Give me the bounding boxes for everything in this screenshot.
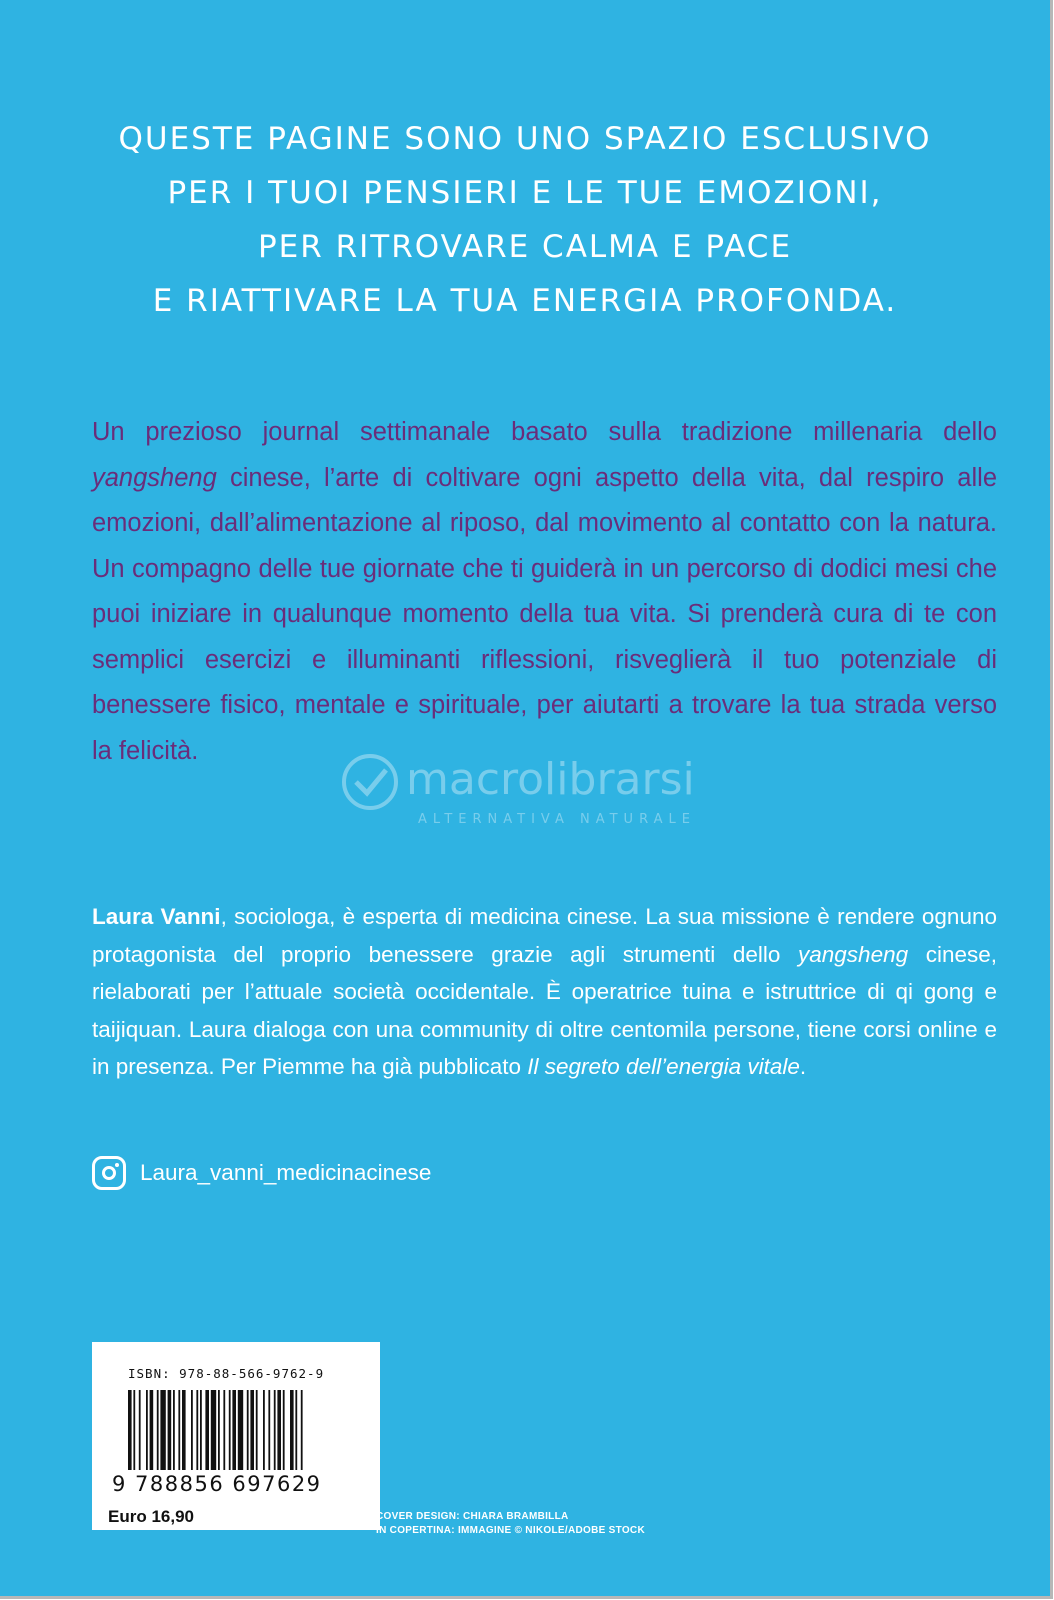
watermark-name: macrolibrarsi: [406, 754, 695, 805]
headline: [40, 112, 1010, 328]
blurb-text-2: cinese, l’arte di coltivare ogni aspetto della vita, dal respiro alle emozioni, dall’alimentazione al riposo, dal movimento al contatto con la natura. Un compagno delle tue giornate che ti guiderà in un percorso di dodici mesi che puoi iniziare in qualunque momento della tua vita. Si prenderà cura di te con semplici esercizi e illuminanti riflessioni, risveglierà il tuo potenziale di benessere fisico, mentale e spirituale, per aiutarti a trovare la tua strada verso la felicità.: [92, 463, 997, 765]
author-name: Laura Vanni: [92, 904, 221, 929]
author-bio: [92, 898, 997, 1086]
barcode-bar: [133, 1390, 135, 1470]
barcode-bar: [247, 1390, 249, 1470]
barcode-bar: [157, 1390, 159, 1470]
macrolibrarsi-logo-icon: [340, 752, 400, 812]
barcode-bar: [182, 1390, 186, 1470]
barcode-bar: [268, 1390, 270, 1470]
barcode-bar: [178, 1390, 180, 1470]
credit-line-2: IN COPERTINA: IMMAGINE © NIKOLE/ADOBE STOCK: [376, 1525, 645, 1536]
headline-line-3: PER RITROVARE CALMA E PACE: [257, 229, 793, 265]
barcode-bar: [200, 1390, 202, 1470]
price: Euro 16,90: [108, 1507, 194, 1526]
barcode-bar: [128, 1390, 132, 1470]
barcode-bar: [173, 1390, 175, 1470]
instagram-icon: [92, 1156, 126, 1190]
headline-line-2: PER I TUOI PENSIERI E LE TUE EMOZIONI,: [167, 175, 883, 211]
barcode-bar: [196, 1390, 198, 1470]
barcode-box: [92, 1342, 380, 1530]
barcode-bar: [191, 1390, 193, 1470]
barcode-bar: [277, 1390, 281, 1470]
book-blurb: [92, 410, 997, 774]
blurb-text-1: Un prezioso journal settimanale basato sulla tradizione millenaria dello: [92, 418, 997, 446]
barcode-bar: [218, 1390, 220, 1470]
bio-italic-2: Il segreto dell’energia vitale: [527, 1054, 800, 1079]
barcode-bar: [263, 1390, 265, 1470]
blurb-italic: yangsheng: [92, 463, 217, 492]
barcode-bar: [256, 1390, 258, 1470]
bio-text-1: , sociologa, è esperta di medicina cinese. La sua missione è rendere ognuno protagonista del proprio benessere grazie agli strumenti dello: [92, 904, 997, 967]
barcode-bar: [229, 1390, 231, 1470]
barcode-bar: [211, 1390, 216, 1470]
watermark-tagline: ALTERNATIVA NATURALE: [418, 812, 696, 827]
watermark: [340, 752, 740, 832]
instagram-handle-text: Laura_vanni_medicinacinese: [140, 1160, 432, 1185]
barcode-bar: [160, 1390, 165, 1470]
credit-line-1: COVER DESIGN: CHIARA BRAMBILLA: [376, 1511, 569, 1522]
barcode-bar: [139, 1390, 141, 1470]
headline-line-4: E RIATTIVARE LA TUA ENERGIA PROFONDA.: [152, 283, 898, 319]
barcode-bar: [295, 1390, 297, 1470]
bio-text-3: .: [799, 1054, 807, 1079]
barcode-number: 9 788856 697629: [112, 1472, 322, 1496]
barcode-bar: [250, 1390, 254, 1470]
barcode-bar: [150, 1390, 154, 1470]
barcode-bar: [146, 1390, 148, 1470]
barcode-bar: [232, 1390, 236, 1470]
barcode-bars: [128, 1390, 364, 1470]
barcode-bar: [301, 1390, 303, 1470]
bio-italic-1: yangsheng: [798, 941, 909, 967]
barcode-bar: [283, 1390, 285, 1470]
barcode-bar: [290, 1390, 294, 1470]
bio-text-2: cinese, rielaborati per l’attuale società occidentale. È operatrice tuina e istruttrice di qi gong e taijiquan. Laura dialoga con una community di oltre centomila persone, tiene corsi online e in presenza. Per Piemme ha già pubblicato: [92, 941, 997, 1079]
isbn-label: ISBN: 978-88-566-9762-9: [128, 1366, 325, 1381]
barcode-bar: [168, 1390, 172, 1470]
barcode-bar: [223, 1390, 225, 1470]
instagram-handle: [92, 1155, 431, 1191]
barcode-bar: [205, 1390, 209, 1470]
headline-line-1: QUESTE PAGINE SONO UNO SPAZIO ESCLUSIVO: [118, 121, 932, 157]
barcode-bar: [238, 1390, 243, 1470]
barcode-bar: [274, 1390, 276, 1470]
cover-credits: [376, 1510, 645, 1538]
